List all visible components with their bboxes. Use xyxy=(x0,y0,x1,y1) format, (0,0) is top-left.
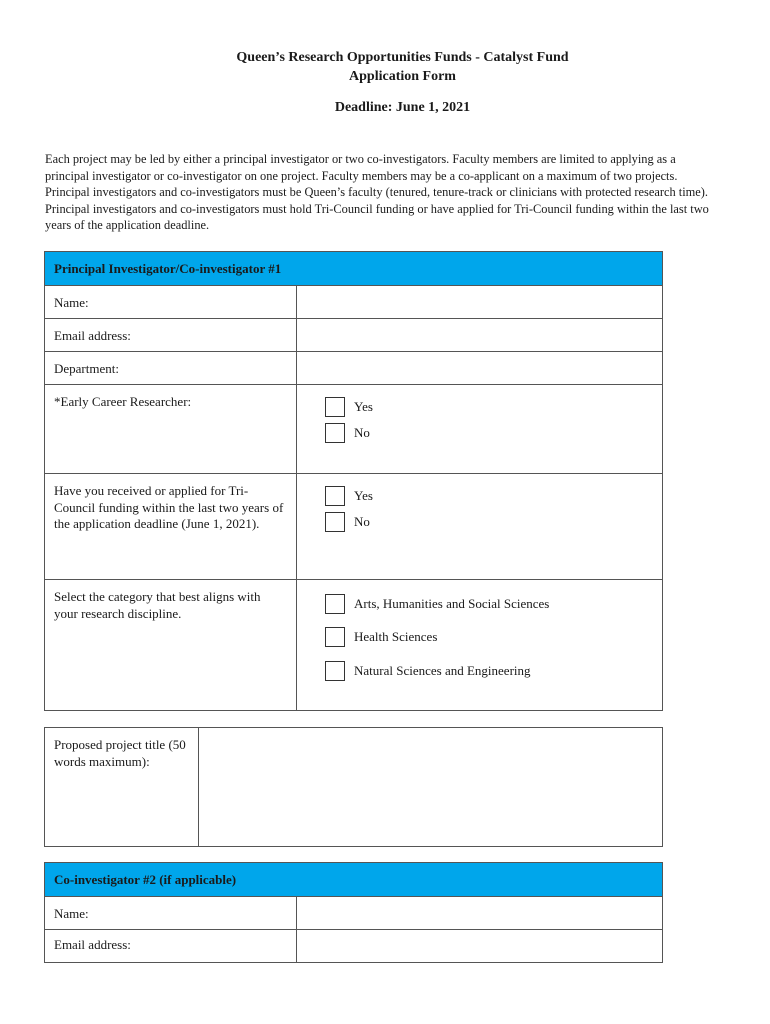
pi-email-row xyxy=(45,319,662,352)
pi-name-label: Name: xyxy=(54,295,89,310)
co-name-field[interactable] xyxy=(297,897,662,929)
project-title-field[interactable] xyxy=(199,728,662,846)
pi-email-label: Email address: xyxy=(54,328,131,343)
pi-early-career-row xyxy=(45,385,662,474)
tricouncil-no-checkbox[interactable] xyxy=(325,512,345,532)
category-health-label: Health Sciences xyxy=(354,629,438,644)
early-career-yes-checkbox[interactable] xyxy=(325,397,345,417)
tricouncil-yes-option[interactable] xyxy=(325,485,373,507)
pi-name-row xyxy=(45,286,662,319)
tricouncil-no-option[interactable] xyxy=(325,511,370,533)
pi-name-field[interactable] xyxy=(297,286,662,318)
category-arts-checkbox[interactable] xyxy=(325,594,345,614)
intro-paragraph: Each project may be led by either a principal investigator or two co-investigators. Faculty members are limited to applying as a principal investigator or co-investigator on one project. Faculty members may be a co-applicant on a maximum of two projects. Principal investigators and co-investigators must be Queen’s faculty (tenured, tenure-track or clinicians with protected research time). Principal investigators and co-investigators must hold Tri-Council funding or have applied for Tri-Council funding within the last two years of the application deadline. xyxy=(45,152,709,232)
pi-category-label: Select the category that best aligns with your research discipline. xyxy=(54,589,261,621)
early-career-no-option[interactable] xyxy=(325,422,370,444)
tricouncil-yes-checkbox[interactable] xyxy=(325,486,345,506)
pi-early-career-label: *Early Career Researcher: xyxy=(54,394,192,409)
deadline-text: Deadline: June 1, 2021 xyxy=(334,100,471,115)
early-career-no-label: No xyxy=(354,425,370,440)
category-arts-label: Arts, Humanities and Social Sciences xyxy=(354,596,550,611)
pi-tricouncil-label: Have you received or applied for Tri-Council funding within the last two years of the application deadline (June 1, 2021). xyxy=(54,483,284,531)
early-career-yes-label: Yes xyxy=(354,399,373,414)
co-email-field[interactable] xyxy=(297,930,662,962)
pi-email-field[interactable] xyxy=(297,319,662,351)
pi-department-row xyxy=(45,352,662,385)
pi-section-header: Principal Investigator/Co-investigator #1 xyxy=(45,252,662,286)
tricouncil-no-label: No xyxy=(354,514,370,529)
pi-tricouncil-row xyxy=(45,474,662,580)
early-career-yes-option[interactable] xyxy=(325,396,373,418)
pi-category-row xyxy=(45,580,662,711)
early-career-no-checkbox[interactable] xyxy=(325,423,345,443)
category-arts-option[interactable] xyxy=(325,593,549,615)
category-health-option[interactable] xyxy=(325,626,437,648)
pi-department-field[interactable] xyxy=(297,352,662,384)
co-section-header: Co-investigator #2 (if applicable) xyxy=(45,863,662,897)
project-title-label: Proposed project title (50 words maximum): xyxy=(54,737,186,769)
co-email-label: Email address: xyxy=(54,937,131,952)
category-natural-sciences-option[interactable] xyxy=(325,660,531,682)
form-title: Queen’s Research Opportunities Funds - Catalyst Fund xyxy=(236,50,569,65)
category-health-checkbox[interactable] xyxy=(325,627,345,647)
co-name-row xyxy=(45,897,662,930)
category-natural-sciences-label: Natural Sciences and Engineering xyxy=(354,663,531,678)
co-investigator-table xyxy=(44,862,663,963)
category-natural-sciences-checkbox[interactable] xyxy=(325,661,345,681)
pi-table xyxy=(44,251,663,711)
form-subtitle: Application Form xyxy=(349,69,456,84)
tricouncil-yes-label: Yes xyxy=(354,488,373,503)
pi-department-label: Department: xyxy=(54,361,119,376)
co-email-row xyxy=(45,930,662,962)
project-title-table xyxy=(44,727,663,847)
co-name-label: Name: xyxy=(54,906,89,921)
